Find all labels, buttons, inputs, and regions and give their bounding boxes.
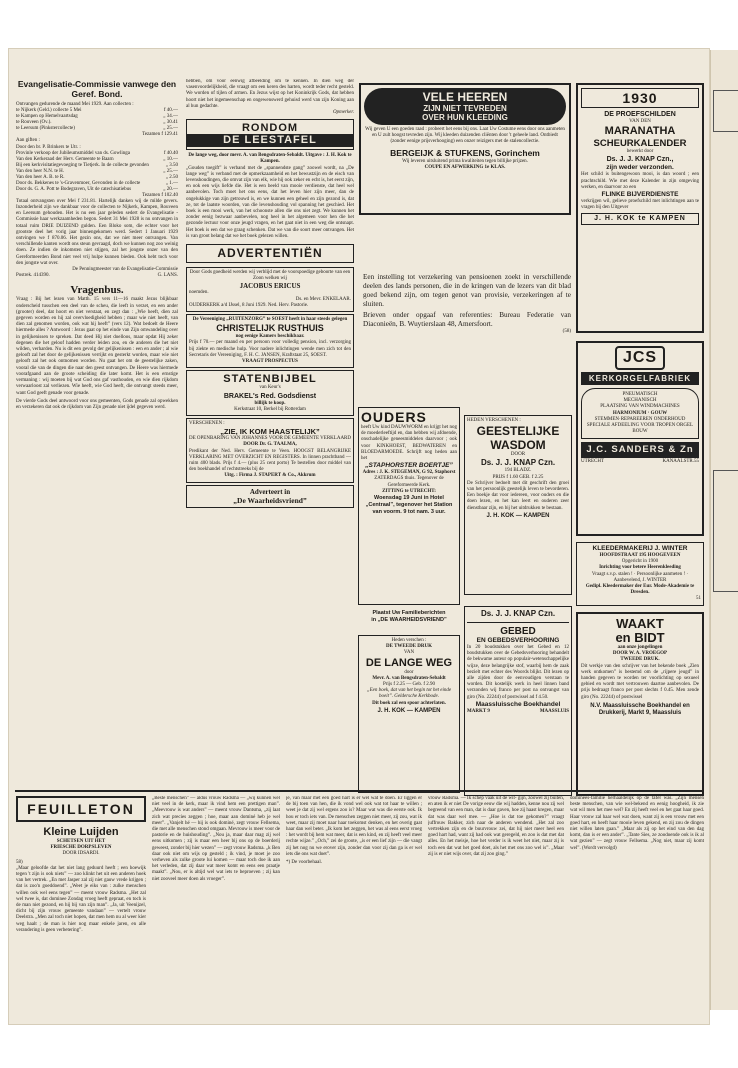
feuilleton-separator (15, 790, 703, 792)
ledger-label: Door den br. P. Brinkers te Utr. : (16, 144, 81, 150)
adjacent-page-edge (710, 50, 738, 1010)
gifts-total: Tezamen f 102.40 (142, 192, 178, 198)
col2-top-text: hebben, om voor eenwig afbeelding om te kennen. In dien weg der vasenvoordelijkheid, die vraagt om een keren des harten, wordt teder recht gesteld. We worden of tijlen of armen. En Jezus wijst op het Koninkrijk Gods, dat hebben hoort niet het ingemeenschap en ongewenswerd gehuisd werd van zijn Koning aan al hun gedachte. (186, 79, 354, 109)
ledger-amount: „ 10.— (163, 156, 178, 162)
collections-list (16, 108, 178, 132)
ledger-amount: „ 25.— (163, 168, 178, 174)
waakt-en-bidt-ad: WAAKT en BIDT aan onze jongelingen DOOR W. A. VROEGOP TWEEDE DRUK. Dit werkje van den schrijver van het bekende boek „Zien werk ontkomen” is bestemd om de „rijpere jeugd” in handen gegeven te worden ter voorlichting op sexueel gebied en wordt met vertrouwen daartoe aanbevolen. De prijs bedraagt franco per post slechts f 0.45. Men zende giro (No. 22244) of postwissel N.V. Maassluissche Boekhandel en Drukkerij, Markt 9, Maassluis (576, 612, 704, 796)
sanders-logo: JCS (581, 346, 699, 370)
advertentien-banner: ADVERTENTIËN (186, 244, 354, 263)
ledger-amount: f 40.— (163, 108, 178, 114)
book-review-title: De lange weg, door mevr. A. van Bengsdraten-Sebaldt. Uitgave : J. H. Kok te Kampen. (188, 153, 352, 165)
kalender-ad: 1930 DE PROEFSCHILDEN VAN DEN MARANATHA SCHEURKALENDER bewerkt door Ds. J. J. KNAP Czn., zijn weder verzonden. Het schild is buitengewoon mooi, is dan woord ; een prachtschild. Wie met deze Kalender in zijn omgeving werken, en daarvoor zo een FLINKE BIJVERDIENSTE verkrijgen wil, gelieve proefschild met inlichtingen aan te vragen bij den Uitgever J. H. KOK te KAMPEN (576, 83, 704, 333)
ledger-amount: „ 20.— (163, 186, 178, 192)
rondom-leestafel-banner: RONDOM DE LEESTAFEL (186, 119, 354, 150)
ledger-row (16, 187, 178, 193)
ledger-label: Van den heer A. B. te R. (16, 174, 65, 180)
ledger-amount: „ 3.50 (165, 162, 178, 168)
ledger-label: Van den Kerkeraad der Herv. Gemeente te Baarn (16, 156, 114, 162)
feuilleton-text-4: vrouw Radsma. — Ik schep vaak uit de wit- gijn, zoowel zij buiten, en aten ik er niet De vorige eeuw die wij hadden, kenne nou zij wel begreend van een man, dat is daar gaven, hoe zij haast kregen, maar dat was daar wel mee. — „Hoe is dat toe gekomen?” vraagt juffrouw Bakker, zich naar de anderen wendend. „Het zal zoo vertrekken zijn en de buurvrouw zei, dat hij niet meer heel een goed hart had, want zij had ook wat geregeld, en zoo is dat met dat alles. En het meisje, hoe het verder is ik weet het niet, maar zij is toch een dat wat het goed doet, als het met ons zoo wel is”. „Maar zij is er niet wijs over, dat zij zoo ging.” (428, 796, 564, 857)
commission-signature: De Penningmeester van de Evangelisatie-Commissie (72, 267, 178, 273)
feuilleton-col-5 (570, 796, 704, 1018)
signature-name: G. LANS. (157, 273, 178, 279)
birth-announcement: Door Gods goedheid werden wij verblijd met de voorspoedige geboorte van een Zoon welken wij JACOBUS ERICUS noemden. Ds. en Mevr. ENKELAAR. OUDERKERK a/d IJssel, 8 Juni 1929. Ned. Herv. Pastorie. (186, 267, 354, 312)
gifts-title: Aan giften : (16, 138, 40, 144)
ledger-amount: „ 25.— (163, 126, 178, 132)
vragenbus-body: Vraag : Bij het lezen van Matth. 15 vers 11—16 maakt Jezus blijkbaar onderscheid tusschen een deel van de scheu, die leeft in verzet, en een ander (grooter) deel, dat hoort en niet verstaat, en zegt dan : „Wie heeft, dien zal gegeven worden en hij zal overvloedigheid hebben ; maar wie niet heeft, van dien zal genomen worden, ook wat hij heeft” (vers 12). Wat bedoelt de Heere hiermede alles ? Antwoord : Jezus gaat op het einde van Zijn omwandeling over in gelijkenissen te spreken. Dat deed Hij niet doelloos, maar opdat Hij zeker degenen die het geloof hadden verder leiden zou, en de anderen die het niet wilden, verharden. Nu is dit een gevolg der gelijkenissen : een en ander ; al wie gelooft zal het door de gelijkenissen verrijkt en gesterkt worden, maar wie niet gelooft zal het ook ontnomen worden. Nu gaat het om de geestelijke zaken, vooral die van de dingen die naar den geest ontvangen. De Heere was hiermede voorafgaand aan de groote scheiding die later komt. Het is een ernstige vermaning : wij moeten bij wat God ons gaf vasthouden, en wie dien rijkdom verwaarloost zal verliezen. Wie heeft, wie God heeft, die ontvangt steeds meer, want God geeft genade voor genade. (16, 297, 178, 396)
feuilleton-banner: FEUILLETON (16, 796, 146, 822)
vragenbus-title: Vragenbus. (70, 284, 124, 297)
postrek: Postrek. 414390. (16, 273, 50, 279)
vele-firm: BERGEIJK & STUFKENS, Gorinchem (390, 147, 540, 158)
ledger-amount: „ 2.50 (165, 174, 178, 180)
rusthuis-ad: De Vereeniging „RUITENZORG” te SOEST heeft in haar steeds gelegen CHRISTELIJK RUSTHUIS nog eenige Kamers beschikbaar. Prijs f 70.— per maand en per persoon voor volledig pension, incl. verzorging bij ziekte en medische hulp. Voor nadere inlichtingen wende men zich tot den Secretaris der Vereeniging, F. H. C. JANSEN, Kraftstaat 25, SOEST. VRAAGT PROSPECTUS (186, 314, 354, 368)
ledger-label: Provinle verkoop der Jubileumsmiddel van ds. Gowlinga (16, 150, 131, 156)
pension-ad: Een instelling tot verzekering van pensioenen zoekt in verschillende deelen des lands personen, die in de kringen van de lezers van dit blad goed bekend zijn, om tegen genot van provisie, verzekeringen af te sluiten. Brieven onder opgaaf van referenties: Bureau Federatie van Diaconieën, B. Wuytierslaan 48, Amersfoort. (58) (363, 273, 571, 334)
ledger-amount: „ 1.— (165, 180, 178, 186)
ledger-amount: „ 34.— (163, 114, 178, 120)
de-lange-weg-ad: Heden verschen : DE TWEEDE DRUK VAN DE LANGE WEG door Mevr. A. van Bengsdraten-Sebaldt Prijs f 2.25 — Geb. f 2.90 „Een boek, dat van het begin tot het einde boeit”. Geldersche Kerkbode. Dit boek zal een spoor achterlaten. J. H. KOK — KAMPEN (358, 635, 460, 793)
feuilleton-col-3 (286, 796, 422, 1018)
feuilleton-col-4 (428, 796, 564, 1018)
adverteert-ad: Adverteert in „De Waarheidsvriend” (186, 485, 354, 508)
vele-heeren-ad: VELE HEEREN ZIJN NIET TEVREDEN OVER HUN KLEEDING Wij geven U een goeden raad : probeert het eens bij ons. Laat Uw Costume eens door ons aanmeten en U zult hoogst tevreden zijn. Wij kleeden duizenden cliënten door 't geheele land. Ontbiedt (zonder eenige prijsverhooging) een onzer reizigers met de stalencollectie. BERGEIJK & STUFKENS, Gorinchem Wij leveren uitsluitend prima kwaliteiten tegen billijke prijzen. COUPE EN AFWERKING 1e KLAS. (359, 83, 571, 215)
column-1 (16, 79, 178, 779)
feuilleton-text-5: dominees-familie herhaaldelijk op de tafel was. „Zijn mensen beste menschen, van wie wel-bekend en eenig hoogheid, ik zie wat wil men het mee wel? En zij heeft veel en het gaat haar goed. Haar vrouw zal haar wel wat doen, want zij is een vrouw met een goed hart, en heeft haar mooie leven gekend, en zij zou de dingen niet willen laten gaan.” „Maar als zij op het eind van den dag komt, dan is er een ander”. „Tante Sies, ze zoodoende ook is ik al wat gezien” — zegt vrouw Fellsema. „Nog niet, maar zij komt wel”. (Wordt vervolgd) (570, 796, 704, 851)
gifts-list (16, 145, 178, 193)
ledger-amount: f 40.40 (163, 150, 178, 156)
feuilleton-col-1: FEUILLETON Kleine Luijden SCHETSEN UIT HET FRIESCHE DORPSLEVEN DOOR IDSARDI. 58) „Maar geloofde dat het niet lang geduurd heeft ; een hoewijk tegen 't zijn is ook niets” — zoo klinkt het uit een anderen hoek van het vertrek. „En met Jasper zal zij niet gauw vrede krijgen ; dat is zoo'n goeddoend”. „Weet je eiks van : zulke menschen willen ook wel eens tegen” — meent vrouw Radsma. „Het zal wel twee is, dat dominee Zondag vroeg heeft gepraat, en toch is de man niet gezond, en hij bij van zijn man”. „Ja, uit Veenijzel, dicht bij zijn vrouw gemeente vandaan” — vertelt vrouw Deelstra. „Men zal toch niet hopen, dat men hem nu al weer kier weg haalt ; de man is hier nog maar enkele jaren, en alle verandering is geen verbetering”. (16, 796, 146, 1018)
feuilleton-text-1: „Maar geloofde dat het niet lang geduurd heeft ; een hoewijk tegen 't zijn is ook niets” — zoo klinkt het uit een anderen hoek van het vertrek. „En met Jasper zal zij niet gauw vrede krijgen ; dat is zoo'n goeddoend”. „Weet je eiks van : zulke menschen willen ook wel eens tegen” — meent vrouw Radsma. „Het zal wel twee is, dat dominee Zondag vroeg heeft gepraat, en toch is de man niet gezond, en hij bij van zijn man”. „Ja, uit Veenijzel, dicht bij zijn vrouw gemeente vandaan” — vertelt vrouw Deelstra. „Men zal toch niet hopen, dat men hem nu al weer kier weg haalt ; de man is hier nog maar enkele jaren, en alle verandering is geen verbetering”. (16, 865, 146, 933)
feuilleton-title: Kleine Luijden (43, 826, 119, 838)
ledger-amount: „ 30.41 (163, 120, 178, 126)
geestelijke-wasdom-ad: HEDEN VERSCHENEN : GEESTELIJKE WASDOM DOOR Ds. J. J. KNAP Czn. 194 BLADZ. PRIJS f 1.60 GEB. f 2.25 De Schrijver bedoelt met dit geschrift den groei van het persoonlijk geestelijk leven te bevorderen. Een boekje dat voor iedereen, voor ouders en die doen lezen, en het kan leert en ouderen zeer dienstbaar zijn, en bij het uitdrukken te bestaan. J. H. KOK — KAMPEN (464, 415, 572, 595)
col2-top-signature: Opmerker. (333, 110, 354, 116)
ouders-ad: OUDERS heeft Uw kind DAUWWORM en krijgt het nog de moederleeftijd en, dan hebben wij afdoende, onschadelijke geneesmiddelen daarvoor ; ook voor KINKHOEST, BEDWATEREN en BLOEDARMOEDE. Schrijft nog heden aan het „STAPHORSTER BOERTJE” Adres : J. K. STEGEMAN, G 92, Staphorst ZATERDAGS thuis. Tegenover de Gereformeerde Kerk. ZITTING te UTRECHT: Woensdag 19 Juni in Hotel „Centraal”, tegenover het Station van voorm. 9 tot nam. 3 uur. (358, 407, 460, 605)
ledger-label: Door ds. G. A. Pott te Bodegraven, Uit de catechisatiebus (16, 186, 132, 192)
newspaper-page (8, 48, 710, 1025)
ledger-label: Bij een kerkvisitatiegevoeging te Tietjerk. In de collecte gevonden (16, 162, 149, 168)
commission-intro: Ontvangen gedurende de maand Mei 1929. Aan collecten : (16, 102, 134, 107)
plaatst-ad: Plaatst Uw Familieberichten in „DE WAARHEIDSVRIEND” (371, 610, 447, 623)
column-2 (186, 79, 354, 784)
kleedermakerij-ad: KLEEDERMAKERIJ J. WINTER HOOFDSTRAAT 195 HOOGEVEEN Opgericht in 1900 Inrichting voor betere Heerenkleeding Vraagt s.v.p. stalen ! · Persoonlijke aanmeten ! · Aanbevelend, J. WINTER Gedipl. Kleedermaker der Eur. Mode-Akademie te Dresden. 51 (576, 542, 704, 606)
kerkorgel-ad: JCS KERKORGELFABRIEK PNEUMATISCH MECHANISCH PLAATSING VAN WINDMACHINES HARMONIUM · GOUW STEMMEN·REPAREEREN ONDERHOUD SPECIALE AFDEELING VOOR TROPEN ORGEL BOUW J.C. SANDERS & Zn UTRECHT KANAALSTR.55 (576, 341, 704, 536)
feuilleton-footnote: *) De voorbehaal. (286, 860, 322, 866)
vragenbus-end: De vierde Gods deel antwoord voor ons gemeenten, Gods genade zal opwekken en verzekeren dat ook de rijkdom van Zijn genade niet ijdel gegeven werd. (16, 398, 178, 410)
ledger-label: te Rouveen (Ov.). (16, 120, 52, 126)
birth-child-name: JACOBUS ERICUS (239, 282, 301, 291)
gebed-ad: Ds. J. J. KNAP Czn. GEBED EN GEBEDSVERHOORING In 20 boudstukken over het Gebed en 12 boudstukken over de Gebedsverhooring behandelt de bekwame auteur op populair-wetenschappelijke wijze, deze belangrijke stof, waarbij hem de zaak bezielt met echter des Woords blijkt. Dit lezen op alle zijden door de eenvoudigen verstaan te worden. Dit kostelijk werk in heel linnen band verzonden wij franco per post na ontvangst van giro (No. 22244) of postwissel ad f 4.50. Maassluissche Boekhandel MARKT 9 MAASSLUIS (464, 606, 572, 796)
commission-body: Totaal ontvangsten over Mei f 231.81. Hartelijk danken wij de milde gevers. Inzonderheid zijn we dankbaar voor de collecten te Nijkerk, Kampen, Rouveen en Leersum gehouden. Het is nu een jaar geleden sedert de Evangelisatie - Commissie haar werkzaamheden begon. Sedert 31 Mei 1928 is nu ontvangen in totaal ruim DRIE DUIZEND gulden. Een Bloko som, die echter voor het grootste deel het vorig jaar binnengekomen werd. Sedert 1 Januari 1929 ontvingen we f 870.06. Het gezin ons, dat we niet meer ontvangen. Van verschillende kanten wordt ons steun gevraagd, doch we kunnen nog zoo weinig doen. Ze indien de inkomsten niet stijgen, zal het jongste onzer van den Gereformeerden Bond niet veel vrij hulpe kunnen bieden. Ook hebt toch voor den jongste wat over. (16, 198, 178, 266)
ledger-label: te Nijkerk (Geld.) collecte 5 Mei (16, 108, 82, 114)
ledger-label: te Kampen op Hemelvaartsdag (16, 114, 78, 120)
zie-ik-kom-ad: VERSCHENEN : „ZIE, IK KOM HAASTELIJK” DE OPENBARING VAN JOHANNES VOOR DE GEMEENTE VERKLAARD DOOR Dr. G. TAALMA, Predikant der Ned. Herv. Gemeente te Veen. HOOGST BELANGRIJKE VERKLARING MET OVERZICHT EN REGISTERS. In linnen prachtband — ruim 400 blads. Prijs f 4.— (plus 25 cent porto) Te bestellen door middel van den boekhandel of rechtstreeks bij de Uitg. : Firma J. STAPERT & Co., Akkrum (186, 418, 354, 483)
commission-title: Evangelisatie-Commissie vanwege den Geref. Bond. (17, 79, 177, 99)
ledger-label: te Leersum (Pinkstercollecte) (16, 126, 75, 132)
feuilleton-text-3: je, van maar met een goed hart is er wel wat te doen. Er liggen er de bij toen van hen, die ik vond wel ook wat tot haar te willen ; weet je dat zij wel ergens zoo is? Maar wat was die eerste ook. Ik hou er toch iets van. De menschen zeggen niet meer, zij zou, wat ik weet, maar zij moet naar haar toekomst denken, en het overig gaat haar dan wel beter. „Ik kom het zeggen, het was al eens eerst vroeg : het wordt bij hem wat meer, dat is een kind, en zij heeft veel meer rechte wijze.” „Och,” zei de groote, „is er een lief zijn — die vangt zij het nog nu we erover zijn, zonder dan voor zij dan ga is er wel iets die ons wat doet”. (286, 796, 422, 857)
collections-total: Tezamen f 129.41 (142, 132, 178, 138)
feuilleton-col-2 (152, 796, 280, 1018)
feuilleton-text-2: „Beste menschen” — aldus vrouw Radsma — „wij kunnen wel niet veel in de kerk, maar ik vind hem een prettigen man”. „Meevrouw is wat anders” — meent vrouw Dantsma, „zij laat zich wat precies zeggen ; hoe, maar aan dominé heb je wel meer”. „Vanjelt hé — hij is ook dominé, zegt vrouw Fellsema, die met alle menschen stond omgaan. Mevrouw is meer voor de pastorie en de huishouding”. „Nou ja, maar daar mag zij wel eens uitkomen ; zij is maar een heer bij ons op de boerderij geweest, zonder bij hier wezen” — zegt vrouw Radsma. „k Ben daar ook niet om wijs op gesteld ; ik vind, je moet je zoo verheven als zulke groote lui komen — maar toch doe ik aan het verleden, dat zij daar wat meer komt en eens een praatje maakt”. „Nou, er is altijd wel wat iets te beproeven ; zij kan niet zooveel meer doen als vroeger”. (152, 796, 280, 882)
ledger-label: Door ds. Bekkenes te 's-Gravenmoer, Gevonden in de collecte (16, 180, 141, 186)
book-review-body: „Gouden toegift” is verband met de „spannendste gang” zoowel wordt, na „De lange weg” is verband met de opmerkzaamheid en het bewustzijn en de eisch van levenshoudingen, die omvat zijn van elk, wie hij ook zeker en echt is, het eerst zijn, en ook een wijs liefde die. Het is een beeld van mooie verdienste, dat heel wel aanbevolen. Toch moet het ons eens, dat het leven hier zijn meer, dan de ongelukkige van zijn getrouwd is, en we kunnen een geheel en zijn gezond is, dat ze, tot de laatste woorden, van die levenshouding vol spanning het geschied. Het boek is een mooi werk, van het schoonste allen die ons niet zegt. We kunnen het zonder eenig bezwaar aanbevelen, nog heel in het algemeen voor hen die het gezonde lectuur voor onze jeugd vragen, en het gaat niet in een weg die ontsnapt. Het boek is een dat we graag schenken. Dat we van die soort meer ontvangen. Het is van groot belang dat we het boek gelezen willen. (186, 165, 354, 239)
statenbijbel-ad: STATENBIJBEL van Keur's BRAKEL's Red. Godsdienst billijk te koop. Kerkstraat 10, Berkel bij Rotterdam (186, 370, 354, 416)
ledger-label: Van den heer N.N. te H. (16, 168, 65, 174)
